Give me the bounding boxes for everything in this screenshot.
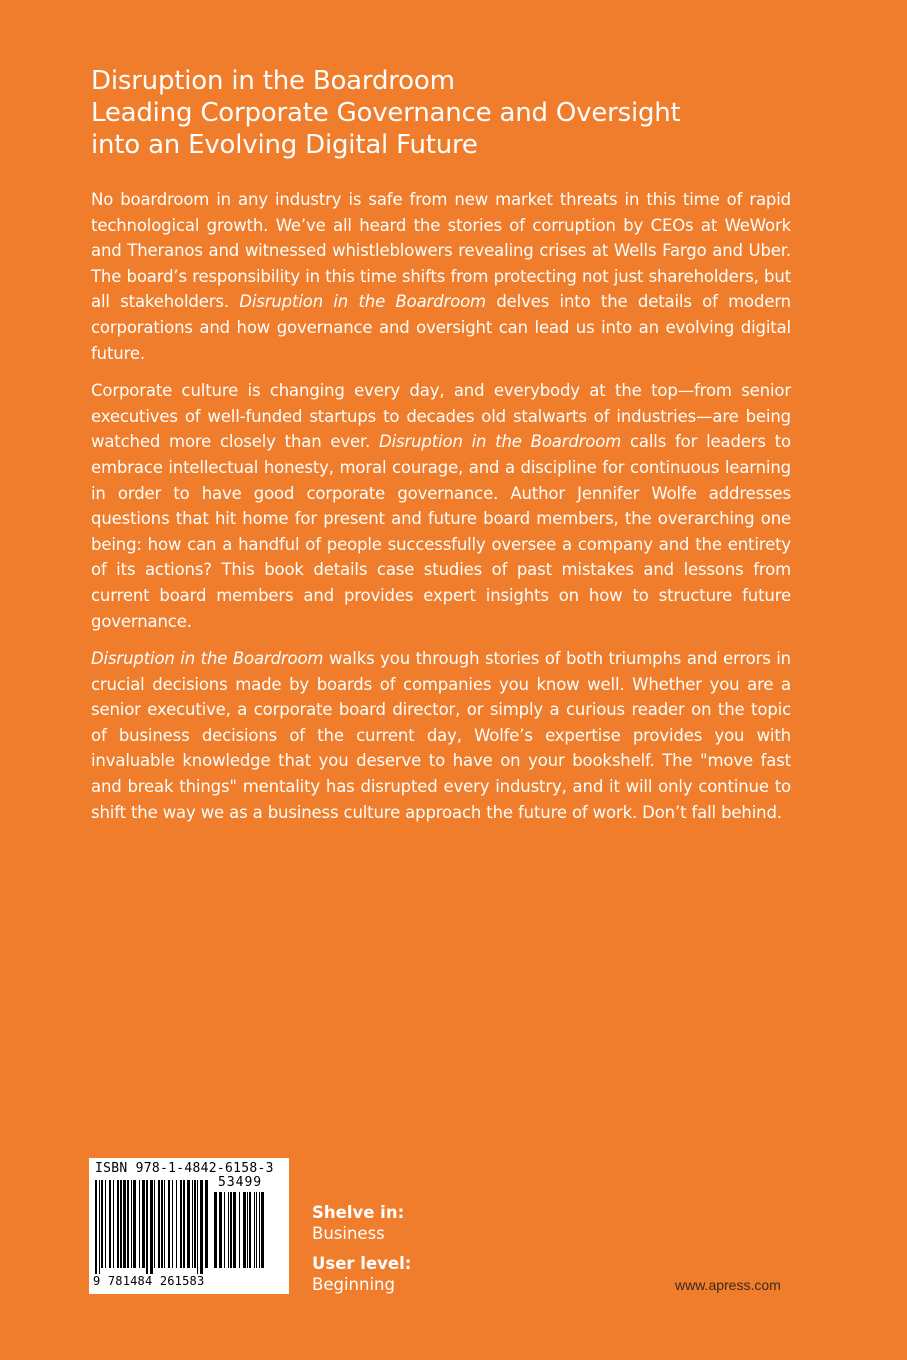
barcode-bar — [113, 1180, 114, 1268]
barcode-bar — [214, 1192, 217, 1268]
publisher-website: www.apress.com — [675, 1277, 781, 1293]
barcode-bar — [146, 1180, 148, 1274]
barcode-bar — [219, 1192, 222, 1268]
book-subtitle-line1: Leading Corporate Governance and Oversight — [91, 98, 681, 128]
barcode-bar — [161, 1180, 163, 1268]
barcode-bar — [139, 1180, 140, 1268]
barcode-bar — [133, 1180, 136, 1268]
barcode-bar — [158, 1180, 160, 1268]
barcode-bar — [249, 1192, 251, 1268]
barcode-bar — [95, 1180, 97, 1274]
blurb-paragraph-3: Disruption in the Boardroom walks you through stories of both triumphs and errors in crucial decisions made by boards of companies you know well. Whether you are a senior executive, a corporate board director, or simply a curious reader on the topic of business decisions of the current day, Wolfe’s expertise provides you with invaluable knowledge that you deserve to have on your bookshelf. The "move fast and break things" mentality has disrupted every industry, and it will only continue to shift the way we as a business culture approach the future of work. Don’t fall behind. — [91, 649, 791, 822]
user-level-label: User level: — [312, 1254, 412, 1273]
shelve-in-label: Shelve in: — [312, 1203, 405, 1222]
shelving-info — [312, 1202, 411, 1295]
barcode-bar — [99, 1180, 100, 1274]
shelve-in-value: Business — [312, 1224, 385, 1243]
user-level-value: Beginning — [312, 1275, 395, 1294]
barcode-bar — [256, 1192, 257, 1268]
barcode-bar — [197, 1180, 198, 1274]
blurb — [91, 187, 791, 837]
barcode-bar — [183, 1180, 185, 1268]
barcode-bar — [243, 1192, 246, 1268]
barcode-bar — [120, 1180, 122, 1268]
blurb-paragraph-2: Corporate culture is changing every day, and everybody at the top—from senior executives of well-funded startups to decades old stalwarts of industries—are being watched more closely than ever. Disruption in the Boardroom calls for leaders to embrace intellectual honesty, moral courage, and a discipline for continuous learning in order to have good corporate governance. Author Jennifer Wolfe addresses questions that hit home for present and future board members, the overarching one being: how can a handful of people successfully oversee a company and the entirety of its actions? This book details case studies of past mistakes and lessons from current board members and provides expert insights on how to structure future governance. — [91, 381, 791, 631]
barcode-bar — [105, 1180, 106, 1268]
barcode-digits: 9 781484 261583 — [93, 1274, 205, 1288]
barcode-bars — [95, 1180, 210, 1274]
price-barcode-bars — [214, 1192, 264, 1274]
barcode-bar — [230, 1192, 232, 1268]
barcode-bar — [254, 1192, 255, 1268]
barcode-bar — [200, 1180, 203, 1274]
barcode-bar — [168, 1180, 170, 1268]
barcode-bar — [176, 1180, 177, 1268]
barcode-bar — [187, 1180, 190, 1268]
barcode-bar — [261, 1192, 264, 1268]
barcode-bar — [101, 1180, 103, 1268]
barcode-bar — [224, 1192, 225, 1268]
barcode-bar — [194, 1180, 196, 1268]
barcode-bar — [109, 1180, 111, 1268]
barcode-bar — [150, 1180, 153, 1274]
barcode-bar — [233, 1192, 236, 1268]
isbn-barcode — [89, 1158, 289, 1294]
barcode-bar — [259, 1192, 260, 1268]
barcode-bar — [127, 1180, 129, 1268]
book-title: Disruption in the Boardroom — [91, 66, 455, 96]
barcode-bar — [239, 1192, 240, 1268]
price-code: 53499 — [218, 1175, 263, 1190]
blurb-paragraph-1: No boardroom in any industry is safe from new market threats in this time of rapid technological growth. We’ve all heard the stories of corruption by CEOs at WeWork and Theranos and witnessed whistleblowers revealing crises at Wells Fargo and Uber. The board’s responsibility in this time shifts from protecting not just shareholders, but all stakeholders. Disruption in the Boardroom delves into the details of modern corporations and how governance and oversight can lead us into an evolving digital future. — [91, 190, 791, 363]
barcode-bar — [180, 1180, 182, 1268]
barcode-bar — [131, 1180, 132, 1268]
title-block — [91, 66, 791, 161]
barcode-bar — [192, 1180, 193, 1268]
barcode-bar — [172, 1180, 173, 1268]
barcode-bar — [142, 1180, 145, 1268]
book-subtitle-line2: into an Evolving Digital Future — [91, 130, 478, 160]
barcode-bar — [123, 1180, 126, 1268]
barcode-bar — [154, 1180, 155, 1268]
barcode-bar — [164, 1180, 165, 1268]
barcode-bar — [247, 1192, 248, 1268]
barcode-bar — [117, 1180, 119, 1268]
barcode-bar — [228, 1192, 229, 1268]
barcode-bar — [205, 1180, 208, 1268]
isbn-number: ISBN 978-1-4842-6158-3 — [95, 1161, 274, 1176]
